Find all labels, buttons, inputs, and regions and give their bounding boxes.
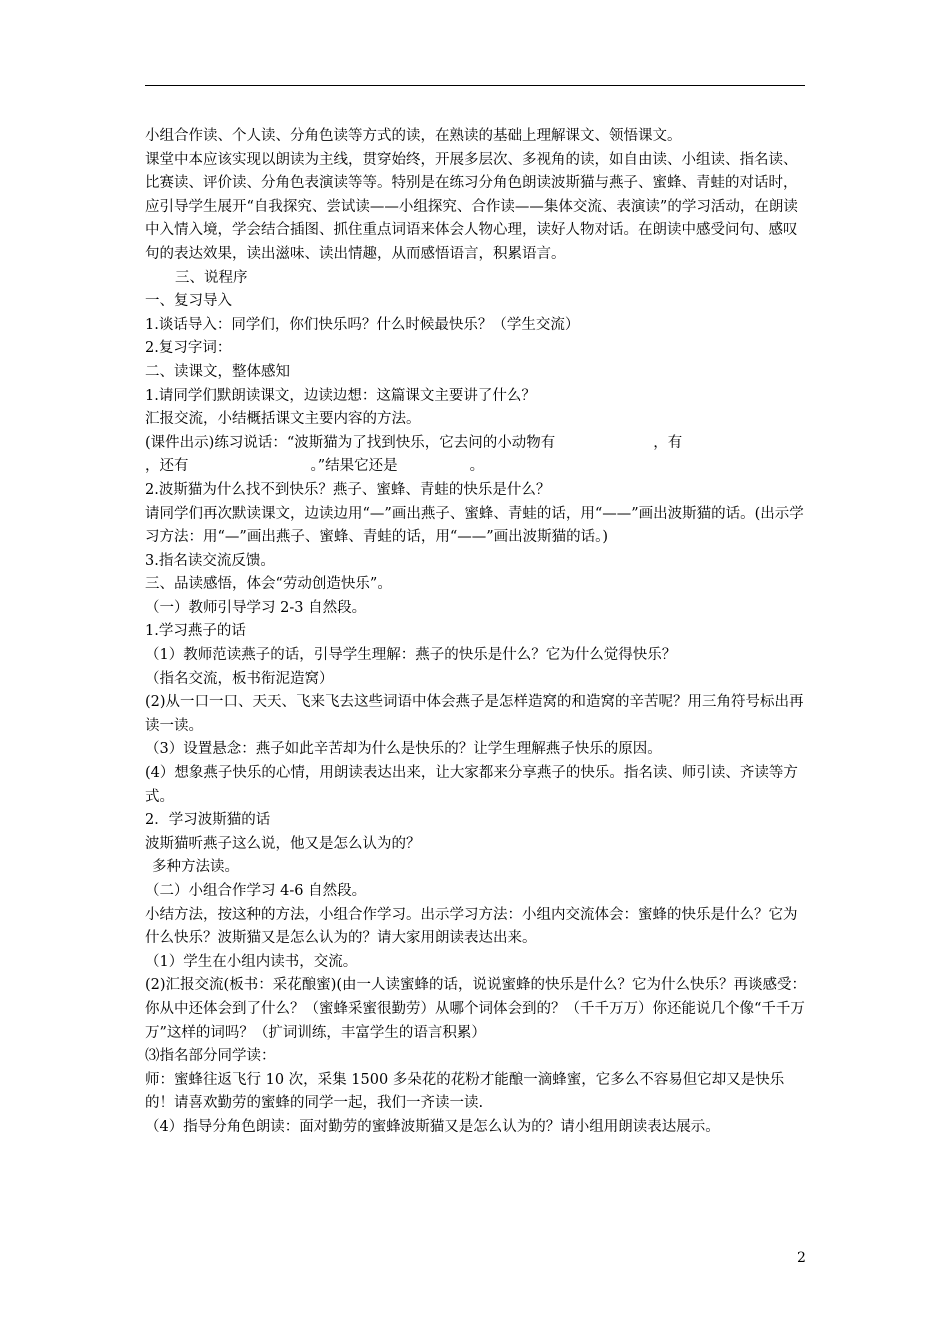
paragraph: 1.谈话导入：同学们，你们快乐吗？什么时候最快乐？（学生交流） bbox=[145, 316, 580, 333]
paragraph: 1.学习燕子的话 bbox=[145, 623, 246, 640]
paragraph: （1）教师范读燕子的话，引导学生理解：燕子的快乐是什么？它为什么觉得快乐？ bbox=[145, 647, 677, 664]
section-heading: 一、复习导入 bbox=[145, 293, 232, 310]
paragraph: （指名交流，板书衔泥造窝） bbox=[145, 670, 334, 687]
fill-in-text: (课件出示)练习说话：“波斯猫为了找到快乐，它去问的小动物有 bbox=[145, 434, 556, 451]
section-heading: 三、说程序 bbox=[175, 269, 248, 286]
paragraph: ⑶指名部分同学读： bbox=[145, 1048, 276, 1065]
fill-in-text: ，还有 bbox=[145, 458, 189, 475]
paragraph: (2)从一口一口、天天、飞来飞去这些词语中体会燕子是怎样造窝的和造窝的辛苦呢？用三角符号标出再读一读。 bbox=[145, 694, 804, 734]
fill-in-text: ，有 bbox=[653, 434, 683, 451]
paragraph: 小结方法，按这种的方法，小组合作学习。出示学习方法：小组内交流体会：蜜蜂的快乐是什么？它为什么快乐？波斯猫又是怎么认为的？请大家用朗读表达出来。 bbox=[145, 906, 798, 947]
paragraph: 多种方法读。 bbox=[152, 859, 239, 876]
paragraph: 波斯猫听燕子这么说，他又是怎么认为的？ bbox=[145, 835, 421, 852]
paragraph: (2)汇报交流(板书：采花酿蜜)(由一人读蜜蜂的话，说说蜜蜂的快乐是什么？它为什么快乐？再谈感受：你从中还体会到了什么？（蜜蜂采蜜很勤劳）从哪个词体会到的？（千千万万）你还能说几个像“千千万万”这样的词吗？（扩词训练，丰富学生的语言积累） bbox=[145, 977, 807, 1041]
paragraph: 2.复习字词： bbox=[145, 340, 232, 357]
section-heading: 三、品读感悟，体会“劳动创造快乐”。 bbox=[145, 576, 392, 593]
paragraph: 1.请同学们默朗读课文，边读边想：这篇课文主要讲了什么？ bbox=[145, 387, 536, 404]
section-heading: 二、读课文，整体感知 bbox=[145, 363, 290, 380]
paragraph: 2．学习波斯猫的话 bbox=[145, 812, 271, 829]
paragraph: 汇报交流，小结概括课文主要内容的方法。 bbox=[145, 411, 421, 428]
sub-heading: （一）教师引导学习 2-3 自然段。 bbox=[145, 599, 367, 616]
paragraph: 师：蜜蜂往返飞行 10 次，采集 1500 多朵花的花粉才能酿一滴蜂蜜，它多么不容易但它却又是快乐的！请喜欢勤劳的蜜蜂的同学一起，我们一齐读一读. bbox=[145, 1071, 785, 1112]
paragraph: （1）学生在小组内读书，交流。 bbox=[145, 953, 358, 970]
paragraph: 小组合作读、个人读、分角色读等方式的读，在熟读的基础上理解课文、领悟课文。 bbox=[145, 128, 682, 144]
paragraph: （4）指导分角色朗读：面对勤劳的蜜蜂波斯猫又是怎么认为的？请小组用朗读表达展示。 bbox=[145, 1118, 720, 1135]
document-body bbox=[145, 125, 807, 1140]
paragraph: 2.波斯猫为什么找不到快乐？燕子、蜜蜂、青蛙的快乐是什么？ bbox=[145, 481, 551, 498]
fill-in-text: 。 bbox=[469, 458, 485, 475]
paragraph: (4）想象燕子快乐的心情，用朗读表达出来，让大家都来分享燕子的快乐。指名读、师引读、齐读等方式。 bbox=[145, 765, 798, 805]
paragraph: 请同学们再次默读课文，边读边用“—”画出燕子、蜜蜂、青蛙的话，用“——”画出波斯猫的话。(出示学习方法：用“—”画出燕子、蜜蜂、青蛙的话，用“——”画出波斯猫的话。) bbox=[145, 505, 804, 546]
header-rule bbox=[145, 85, 805, 86]
paragraph: 课堂中本应该实现以朗读为主线，贯穿始终，开展多层次、多视角的读，如自由读、小组读、指名读、比赛读、评价读、分角色表演读等等。特别是在练习分角色朗读波斯猫与燕子、蜜蜂、青蛙的对话时，应引导学生展开“自我探究、尝试读——小组探究、合作读——集体交流、表演读”的学习活动，在朗读中入情入境，学会结合插图、抓住重点词语来体会人物心理，读好人物对话。在朗读中感受问句、感叹句的表达效果，读出滋味、读出情趣，从而感悟语言，积累语言。 bbox=[145, 151, 798, 262]
page-number: 2 bbox=[797, 1250, 806, 1266]
fill-in-paragraph bbox=[145, 432, 807, 479]
sub-heading: （二）小组合作学习 4-6 自然段。 bbox=[145, 883, 367, 899]
fill-in-text: 。”结果它还是 bbox=[310, 458, 398, 475]
paragraph: 3.指名读交流反馈。 bbox=[145, 552, 275, 569]
paragraph: （3）设置悬念：燕子如此辛苦却为什么是快乐的？让学生理解燕子快乐的原因。 bbox=[145, 741, 662, 758]
